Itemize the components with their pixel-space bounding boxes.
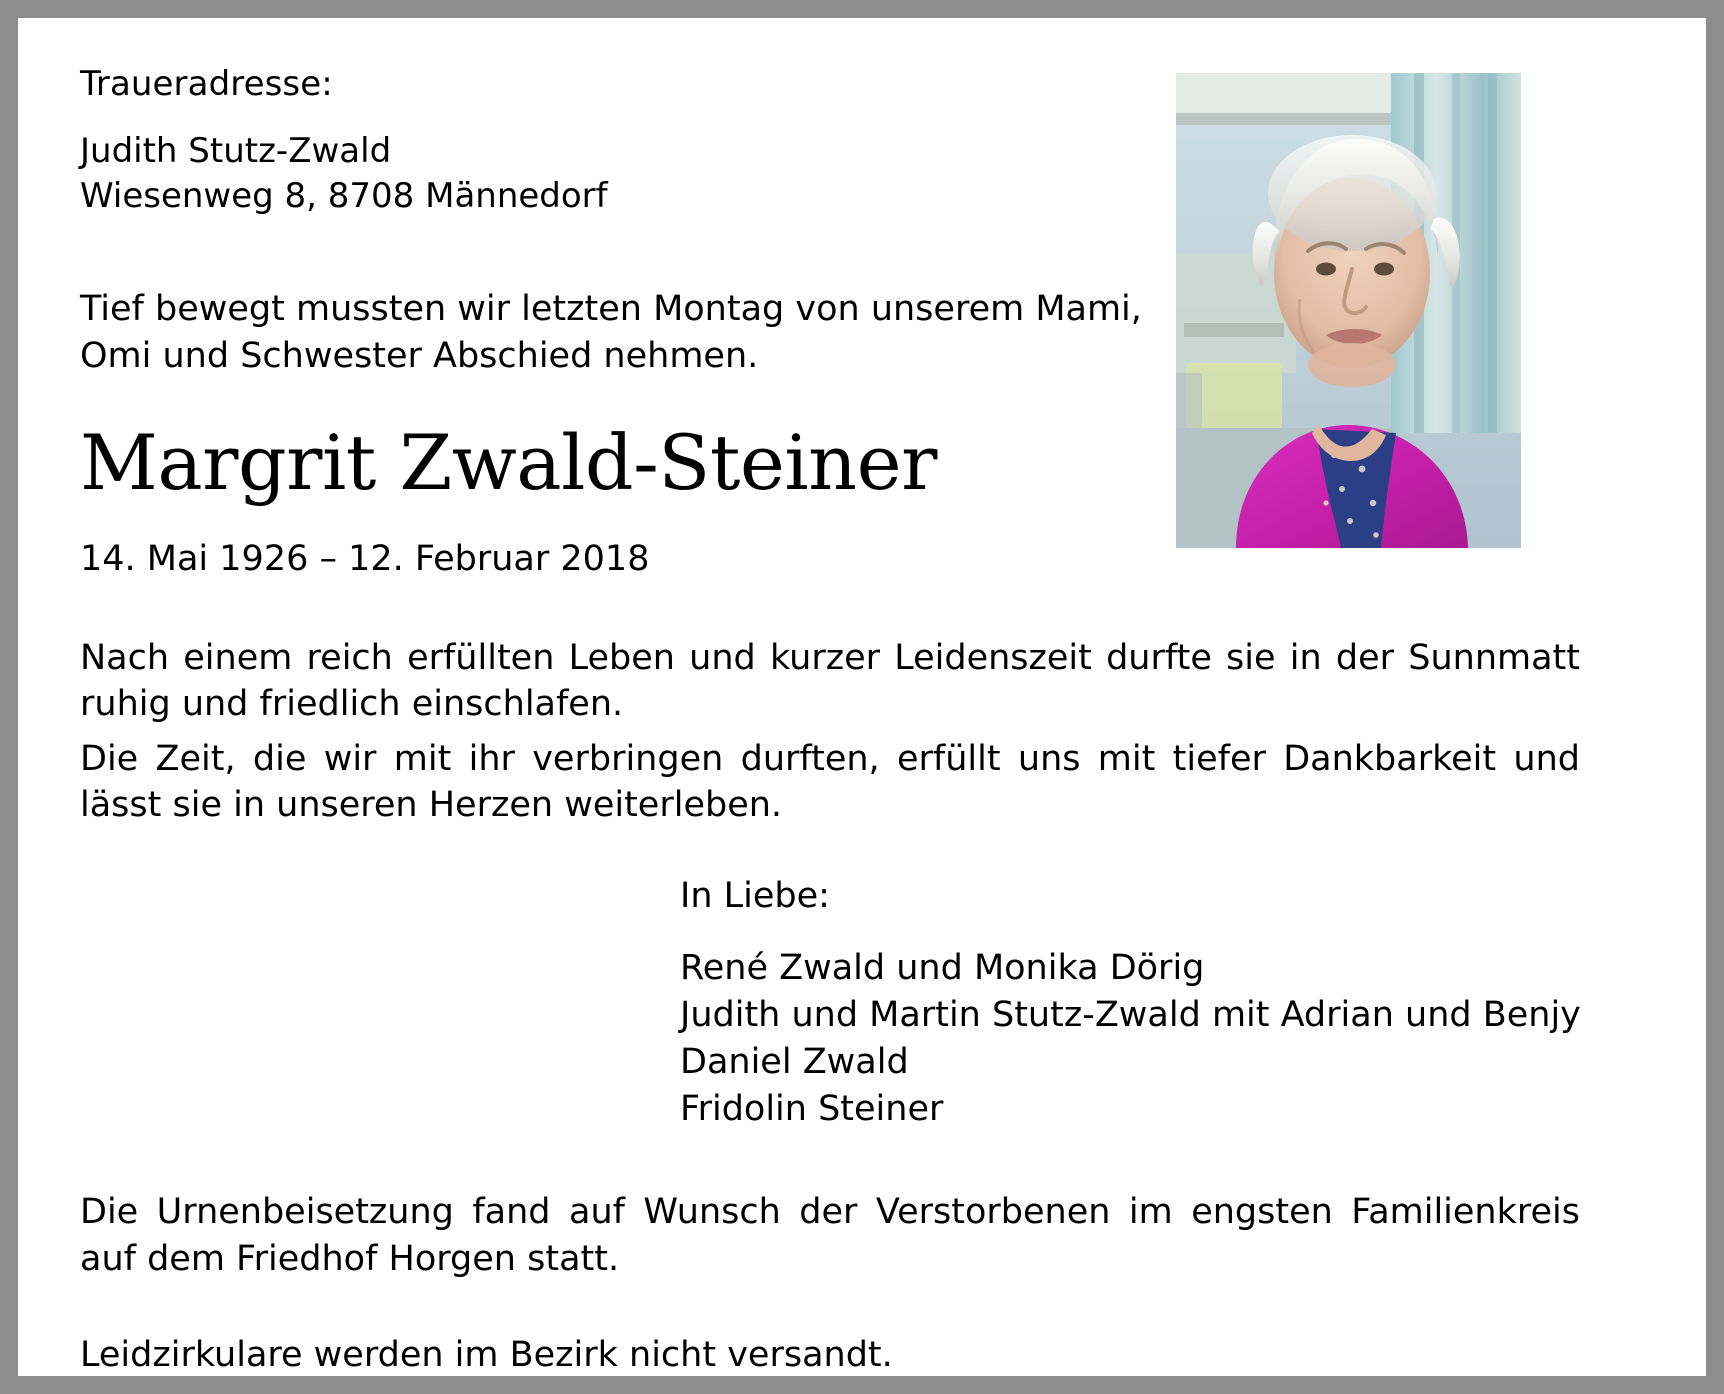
- intro-line-2: Omi und Schwester Abschied nehmen.: [80, 335, 759, 376]
- obituary-body: [80, 635, 1580, 829]
- address-line-1: Judith Stutz-Zwald: [80, 130, 392, 171]
- deceased-name: Margrit Zwald-Steiner: [80, 418, 937, 508]
- family-member: Daniel Zwald: [680, 1042, 909, 1083]
- intro-text: [80, 286, 1160, 379]
- obituary-card: [18, 18, 1706, 1376]
- body-paragraph-2: Die Zeit, die wir mit ihr verbringen durften, erfüllt uns mit tiefer Dankbarkeit und lässt sie in unseren Herzen weiterleben.: [80, 738, 1580, 826]
- burial-note: Die Urnenbeisetzung fand auf Wunsch der Verstorbenen im engsten Familienkreis auf dem Friedhof Horgen statt.: [80, 1191, 1580, 1279]
- life-dates: 14. Mai 1926 – 12. Februar 2018: [80, 538, 650, 579]
- family-list: [680, 945, 1640, 1133]
- intro-line-1: Tief bewegt mussten wir letzten Montag von unserem Mami,: [80, 288, 1142, 329]
- body-paragraph-1: Nach einem reich erfüllten Leben und kurzer Leidenszeit durfte sie in der Sunnmatt ruhig und friedlich einschlafen.: [80, 637, 1580, 725]
- family-member: Fridolin Steiner: [680, 1089, 944, 1130]
- mourning-address-label: Traueradresse:: [80, 64, 333, 104]
- portrait-photo: [1176, 73, 1521, 548]
- family-member: Judith und Martin Stutz-Zwald mit Adrian und Benjy: [680, 995, 1581, 1036]
- family-member: René Zwald und Monika Dörig: [680, 948, 1205, 989]
- circular-note: Leidzirkulare werden im Bezirk nicht versandt.: [80, 1335, 893, 1376]
- signature-label: In Liebe:: [680, 875, 830, 916]
- address-line-2: Wiesenweg 8, 8708 Männedorf: [80, 176, 608, 217]
